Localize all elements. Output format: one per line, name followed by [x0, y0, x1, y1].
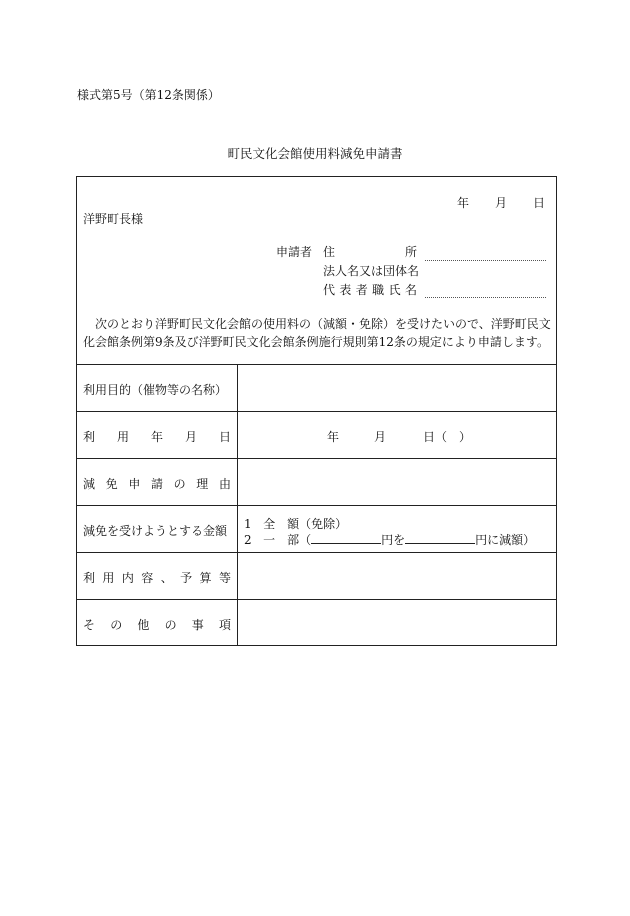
application-form: [76, 176, 557, 646]
other-matters-field[interactable]: [238, 600, 556, 645]
applicant-label: 申請者: [276, 245, 313, 259]
form-number: 様式第5号（第12条関係）: [77, 88, 220, 102]
amount-field: [238, 506, 556, 551]
full-exemption-option[interactable]: 1 全 額（免除）: [244, 517, 348, 531]
reason-field[interactable]: [238, 459, 556, 504]
reduced-amount-blank[interactable]: [405, 532, 475, 544]
representative-field-line[interactable]: [425, 297, 546, 298]
document-title: 町民文化会館使用料減免申請書: [227, 146, 403, 161]
amount-label: 減免を受けようとする金額: [83, 524, 228, 538]
purpose-label: 利用目的（催物等の名称）: [83, 383, 228, 397]
representative-label: 代 表 者 職 氏 名: [323, 283, 417, 297]
use-date-label: 利 用 年 月 日: [83, 430, 231, 444]
use-date-year: 年: [327, 430, 340, 444]
use-date-month: 月: [374, 430, 387, 444]
address-field-line[interactable]: [425, 260, 546, 261]
partial-reduction-option[interactable]: 2 一 部（ 円を 円に減額）: [244, 533, 536, 547]
purpose-field[interactable]: [238, 365, 556, 410]
reason-label: 減 免 申 請 の 理 由: [83, 477, 231, 491]
use-date-day: 日（ ）: [423, 430, 472, 444]
usage-budget-field[interactable]: [238, 553, 556, 598]
usage-budget-label: 利 用 内 容 、 予 算 等: [83, 571, 231, 585]
original-amount-blank[interactable]: [311, 532, 381, 544]
other-matters-label: そ の 他 の 事 項: [83, 618, 231, 632]
corporation-label: 法人名又は団体名: [323, 264, 420, 278]
date-day-label: 日: [533, 196, 546, 210]
address-label: 住 所: [323, 245, 417, 259]
use-date-field[interactable]: [238, 412, 556, 457]
addressee: 洋野町長様: [83, 212, 144, 226]
date-month-label: 月: [495, 196, 508, 210]
application-statement: 次のとおり洋野町民文化会館の使用料の（減額・免除）を受けたいので、洋野町民文化会館条例第9条及び洋野町民文化会館条例施行規則第12条の規定により申請します。: [83, 317, 551, 349]
date-year-label: 年: [457, 196, 470, 210]
